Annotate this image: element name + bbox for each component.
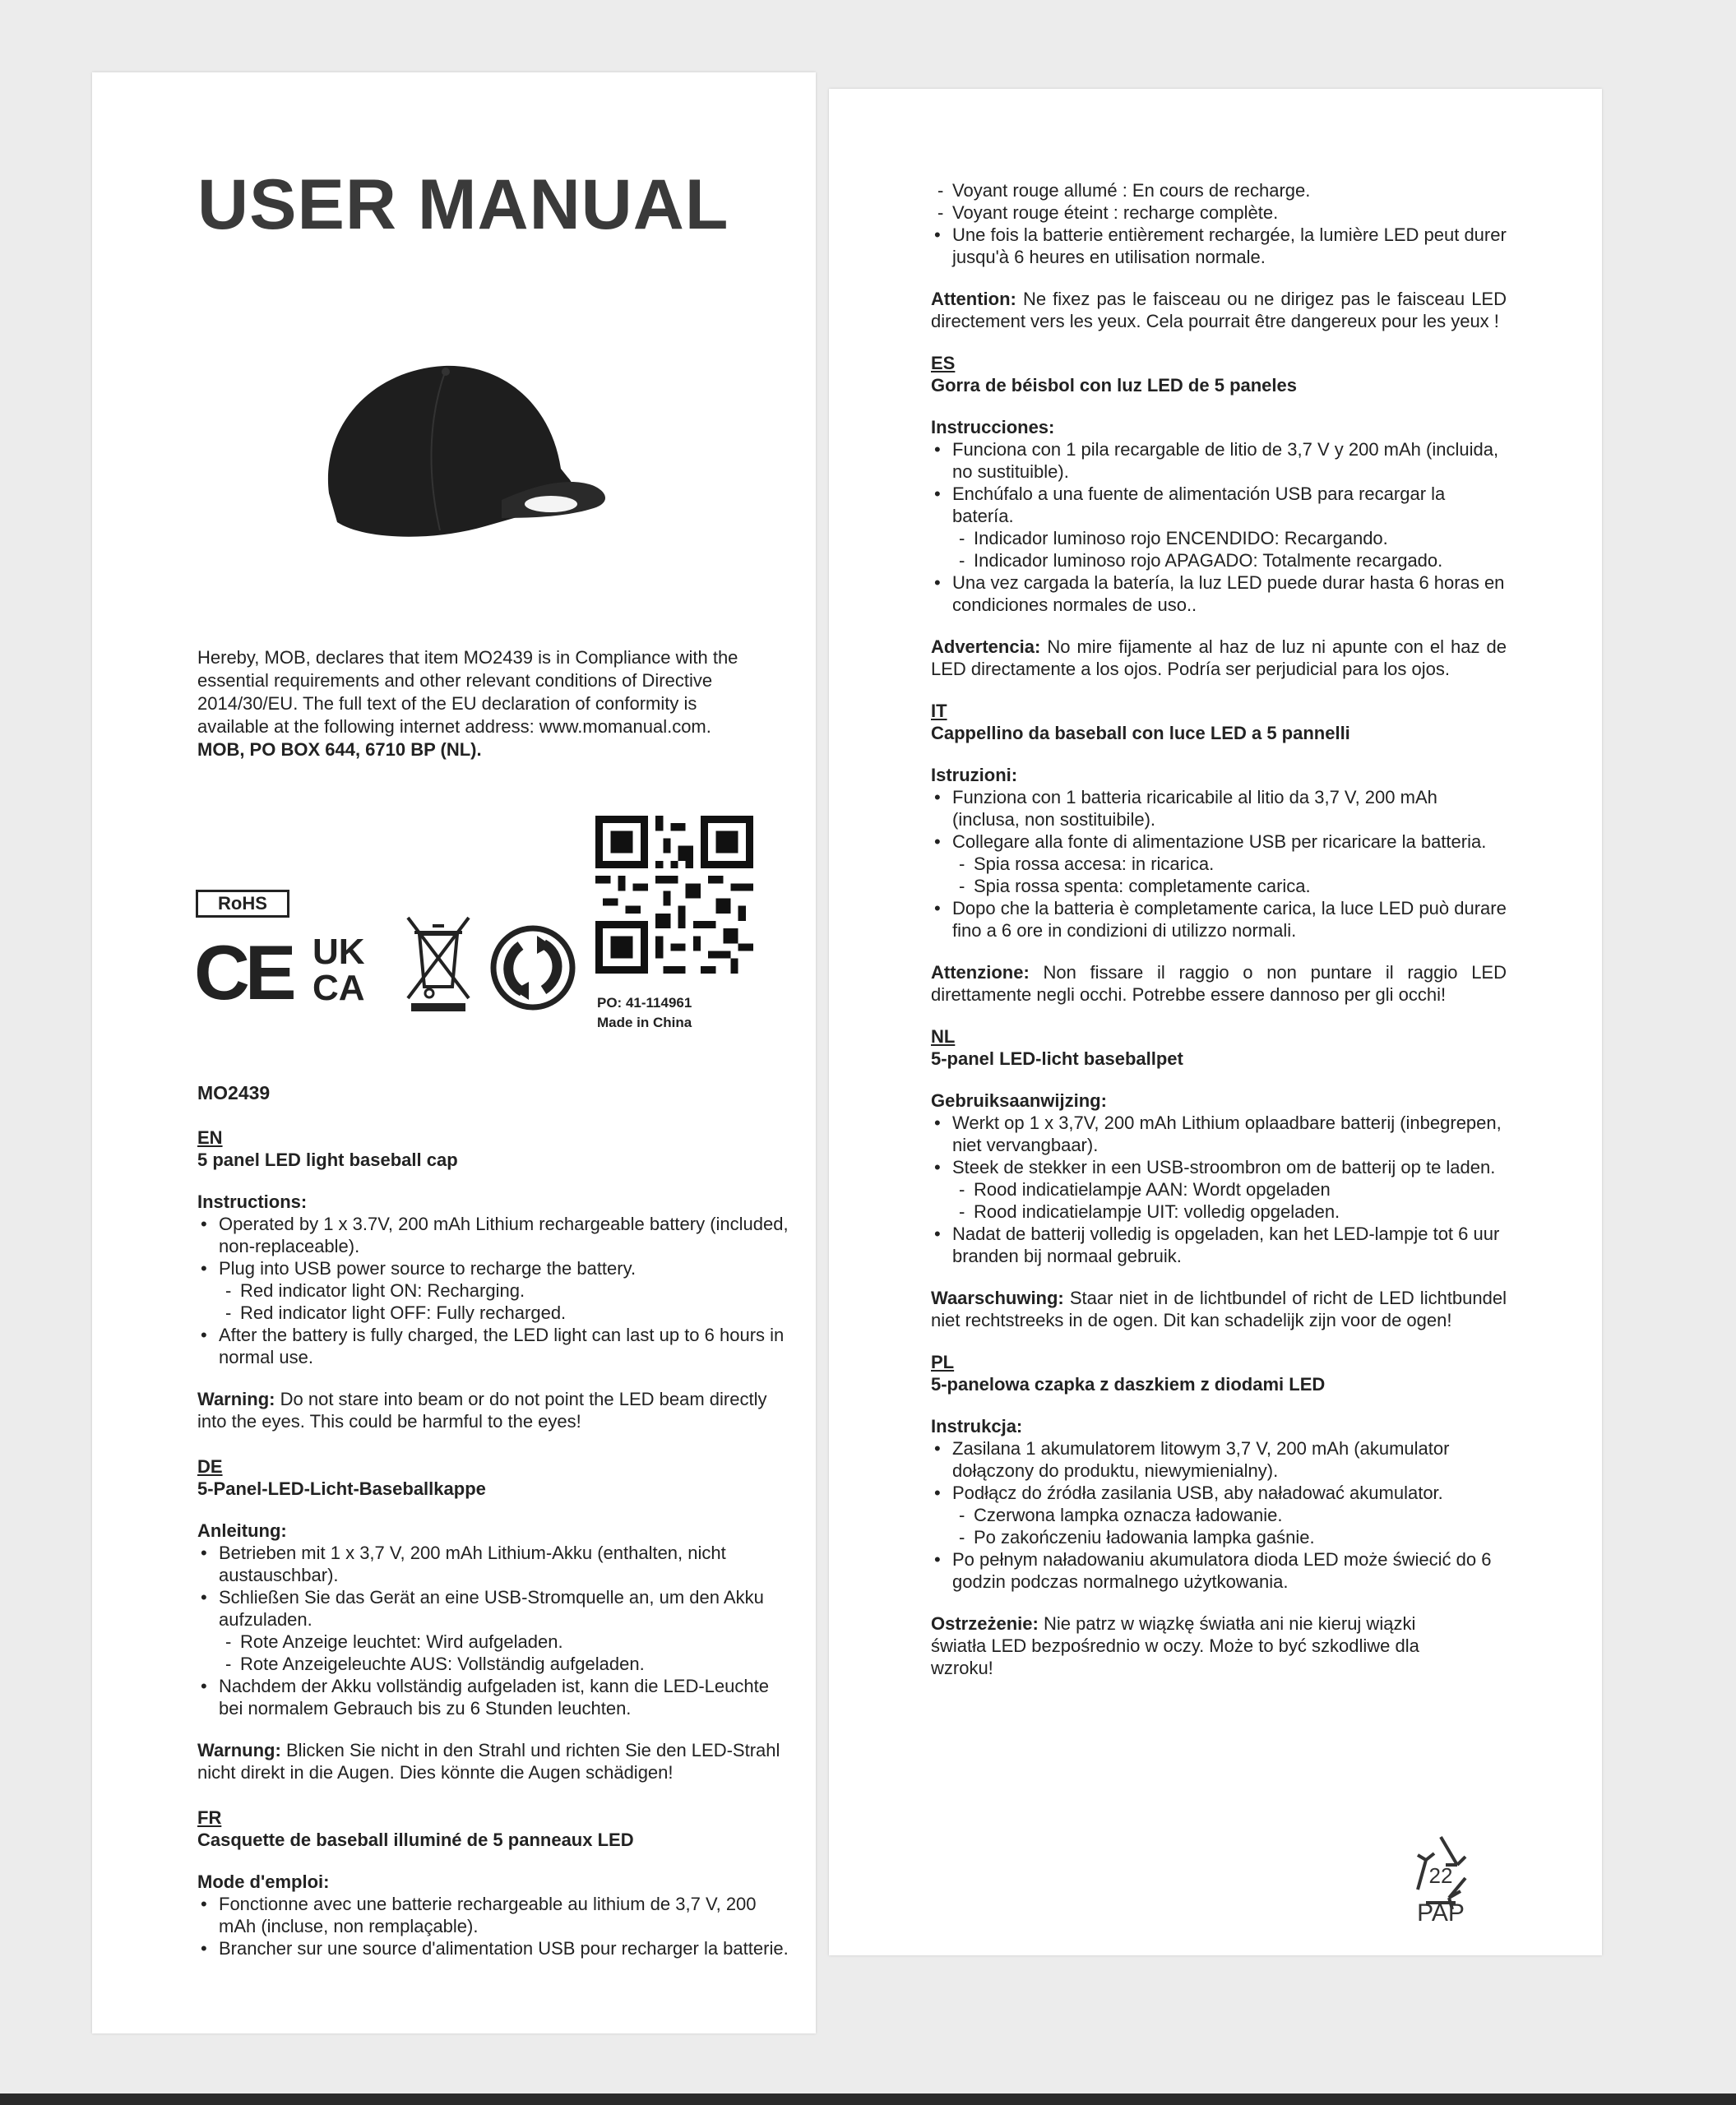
list-item: • Enchúfalo a una fuente de alimentación USB para recargar la batería. - Indicador luminoso rojo ENCENDIDO: Recargando. - Indicador luminoso rojo APAGADO: Totalmente recargado.	[952, 483, 1507, 571]
left-column	[197, 1127, 789, 1959]
warning-es: Advertencia: No mire fijamente al haz de luz ni apunte con el haz de LED directamente a los ojos. Podría ser perjudicial para los ojos.	[931, 636, 1507, 679]
fr-continued-sublist	[931, 179, 1507, 224]
rohs-mark	[196, 890, 289, 918]
recycling-code: 22	[1428, 1863, 1453, 1888]
list-item: • Nadat de batterij volledig is opgeladen, kan het LED-lampje tot 6 uur branden bij normaal gebruik.	[952, 1223, 1507, 1267]
baseball-cap-image	[304, 354, 633, 559]
recycling-icon	[1406, 1832, 1475, 1922]
list-item: • Dopo che la batteria è completamente carica, la luce LED può durare fino a 6 ore in condizioni di utilizzo normali.	[952, 897, 1507, 941]
lang-code-es: ES	[931, 353, 956, 373]
po-block	[597, 993, 692, 1033]
list-item: • After the battery is fully charged, the LED light can last up to 6 hours in normal use.	[219, 1324, 789, 1368]
sub-item: - Spia rossa accesa: in ricarica.	[974, 853, 1507, 875]
green-dot-icon	[489, 924, 576, 1011]
qr-code-icon	[595, 816, 753, 974]
list-item: • Brancher sur une source d'alimentation USB pour recharger la batterie.	[219, 1937, 789, 1959]
section-title-fr: Casquette de baseball illuminé de 5 panneaux LED	[197, 1830, 634, 1850]
section-title-pl: 5-panelowa czapka z daszkiem z diodami LED	[931, 1374, 1326, 1395]
list-item: • Funciona con 1 pila recargable de litio de 3,7 V y 200 mAh (incluida, no sustituible).	[952, 438, 1507, 483]
lang-code-pl: PL	[931, 1352, 955, 1372]
list-item: • Werkt op 1 x 3,7V, 200 mAh Lithium oplaadbare batterij (inbegrepen, niet vervangbaar).	[952, 1112, 1507, 1156]
instructions-label-nl: Gebruiksaanwijzing:	[931, 1090, 1107, 1111]
ce-mark: CE	[194, 929, 292, 1015]
ukca-bottom: CA	[312, 968, 365, 1008]
instructions-label-en: Instructions:	[197, 1191, 308, 1212]
list-item: • Collegare alla fonte di alimentazione USB per ricaricare la batteria. - Spia rossa accesa: in ricarica. - Spia rossa spenta: completamente carica.	[952, 830, 1507, 897]
po-number: PO: 41-114961	[597, 995, 692, 1011]
origin-label: Made in China	[597, 1015, 692, 1030]
list-item: • Schließen Sie das Gerät an eine USB-Stromquelle an, um den Akku aufzuladen. - Rote Anzeige leuchtet: Wird aufgeladen. - Rote Anzeigeleuchte AUS: Vollständig aufgeladen.	[219, 1586, 789, 1675]
instructions-label-it: Istruzioni:	[931, 765, 1018, 785]
lang-code-fr: FR	[197, 1807, 222, 1828]
instructions-list-pl	[931, 1437, 1507, 1593]
list-item: • Zasilana 1 akumulatorem litowym 3,7 V, 200 mAh (akumulator dołączony do produktu, niewymienialny).	[952, 1437, 1507, 1482]
instructions-label-es: Instrucciones:	[931, 417, 1055, 437]
company-address: MOB, PO BOX 644, 6710 BP (NL).	[197, 739, 482, 760]
eu-declaration	[197, 646, 757, 761]
sub-item: - Voyant rouge allumé : En cours de recharge.	[952, 179, 1507, 201]
sub-item: - Spia rossa spenta: completamente carica.	[974, 875, 1507, 897]
list-item: • Plug into USB power source to recharge the battery. - Red indicator light ON: Recharging. - Red indicator light OFF: Fully recharged.	[219, 1257, 789, 1324]
instructions-list-es	[931, 438, 1507, 616]
sub-item: - Voyant rouge éteint : recharge complète.	[952, 201, 1507, 224]
warning-pl: Ostrzeżenie: Nie patrz w wiązkę światła ani nie kieruj wiązki światła LED bezpośrednio w oczy. Może to być szkodliwe dla wzroku!	[931, 1613, 1419, 1678]
list-item: • Podłącz do źródła zasilania USB, aby naładować akumulator. - Czerwona lampka oznacza ładowanie. - Po zakończeniu ładowania lampka gaśnie.	[952, 1482, 1507, 1548]
lang-code-en: EN	[197, 1127, 223, 1148]
list-item: • Funziona con 1 batteria ricaricabile al litio da 3,7 V, 200 mAh (inclusa, non sostituibile).	[952, 786, 1507, 830]
sub-item: - Rote Anzeigeleuchte AUS: Vollständig aufgeladen.	[240, 1653, 789, 1675]
sub-item: - Czerwona lampka oznacza ładowanie.	[974, 1504, 1507, 1526]
section-title-en: 5 panel LED light baseball cap	[197, 1150, 458, 1170]
weee-bin-icon	[401, 911, 475, 1015]
sub-item: - Rood indicatielampje AAN: Wordt opgeladen	[974, 1178, 1507, 1201]
warning-de: Warnung: Blicken Sie nicht in den Strahl und richten Sie den LED-Strahl nicht direkt in die Augen. Dies könnte die Augen schädigen!	[197, 1740, 780, 1783]
sub-item: - Indicador luminoso rojo APAGADO: Totalmente recargado.	[974, 549, 1507, 571]
list-item: • Une fois la batterie entièrement rechargée, la lumière LED peut durer jusqu'à 6 heures en utilisation normale.	[952, 224, 1507, 268]
warning-fr: Attention: Ne fixez pas le faisceau ou ne dirigez pas le faisceau LED directement vers les yeux. Cela pourrait être dangereux pour les yeux !	[931, 289, 1507, 331]
sub-item: - Red indicator light OFF: Fully recharged.	[240, 1302, 789, 1324]
warning-it: Attenzione: Non fissare il raggio o non puntare il raggio LED direttamente negli occhi. Potrebbe essere dannoso per gli occhi!	[931, 962, 1507, 1005]
instructions-list-it	[931, 786, 1507, 941]
fr-continued-list	[931, 224, 1507, 268]
section-title-de: 5-Panel-LED-Licht-Baseballkappe	[197, 1478, 486, 1499]
model-number: MO2439	[197, 1082, 271, 1103]
lang-code-de: DE	[197, 1456, 223, 1477]
instructions-label-pl: Instrukcja:	[931, 1416, 1023, 1436]
warning-en: Warning: Do not stare into beam or do not point the LED beam directly into the eyes. This could be harmful to the eyes!	[197, 1389, 767, 1432]
scanner-edge	[0, 2093, 1736, 2105]
sub-item: - Rood indicatielampje UIT: volledig opgeladen.	[974, 1201, 1507, 1223]
manual-title: USER MANUAL	[197, 165, 729, 244]
sub-item: - Po zakończeniu ładowania lampka gaśnie.	[974, 1526, 1507, 1548]
section-title-it: Cappellino da baseball con luce LED a 5 pannelli	[931, 723, 1350, 743]
lang-code-nl: NL	[931, 1026, 956, 1047]
list-item: • Fonctionne avec une batterie rechargeable au lithium de 3,7 V, 200 mAh (incluse, non remplaçable).	[219, 1893, 789, 1937]
rohs-label: RoHS	[218, 893, 267, 914]
ukca-mark	[312, 934, 387, 1008]
list-item: • Una vez cargada la batería, la luz LED puede durar hasta 6 horas en condiciones normales de uso..	[952, 571, 1507, 616]
instructions-list-nl	[931, 1112, 1507, 1267]
sub-item: - Red indicator light ON: Recharging.	[240, 1279, 789, 1302]
lang-code-it: IT	[931, 701, 947, 721]
instructions-list-de	[197, 1542, 789, 1719]
list-item: • Po pełnym naładowaniu akumulatora dioda LED może świecić do 6 godzin podczas normalnego użytkowania.	[952, 1548, 1507, 1593]
list-item: • Steek de stekker in een USB-stroombron om de batterij op te laden. - Rood indicatielampje AAN: Wordt opgeladen - Rood indicatielampje UIT: volledig opgeladen.	[952, 1156, 1507, 1223]
list-item: • Nachdem der Akku vollständig aufgeladen ist, kann die LED-Leuchte bei normalem Gebrauch bis zu 6 Stunden leuchten.	[219, 1675, 789, 1719]
section-title-es: Gorra de béisbol con luz LED de 5 paneles	[931, 375, 1297, 396]
list-item: • Betrieben mit 1 x 3,7 V, 200 mAh Lithium-Akku (enthalten, nicht austauschbar).	[219, 1542, 789, 1586]
instructions-list-fr	[197, 1893, 789, 1959]
right-column	[931, 179, 1507, 1679]
sub-item: - Rote Anzeige leuchtet: Wird aufgeladen.	[240, 1631, 789, 1653]
list-item: • Operated by 1 x 3.7V, 200 mAh Lithium rechargeable battery (included, non-replaceable).	[219, 1213, 789, 1257]
ukca-top: UK	[312, 932, 365, 972]
instructions-label-de: Anleitung:	[197, 1520, 287, 1541]
warning-nl: Waarschuwing: Staar niet in de lichtbundel of richt de LED lichtbundel niet rechtstreeks in de ogen. Dit kan schadelijk zijn voor de ogen!	[931, 1288, 1507, 1330]
recycling-material: PAP	[1417, 1899, 1465, 1922]
sub-item: - Indicador luminoso rojo ENCENDIDO: Recargando.	[974, 527, 1507, 549]
section-title-nl: 5-panel LED-licht baseballpet	[931, 1048, 1183, 1069]
declaration-text: Hereby, MOB, declares that item MO2439 is in Compliance with the essential requirements and other relevant conditions of Directive 2014/30/EU. The full text of the EU declaration of conformity is available at the following internet address: www.momanual.com.	[197, 647, 738, 737]
instructions-label-fr: Mode d'emploi:	[197, 1871, 330, 1892]
instructions-list-en	[197, 1213, 789, 1368]
